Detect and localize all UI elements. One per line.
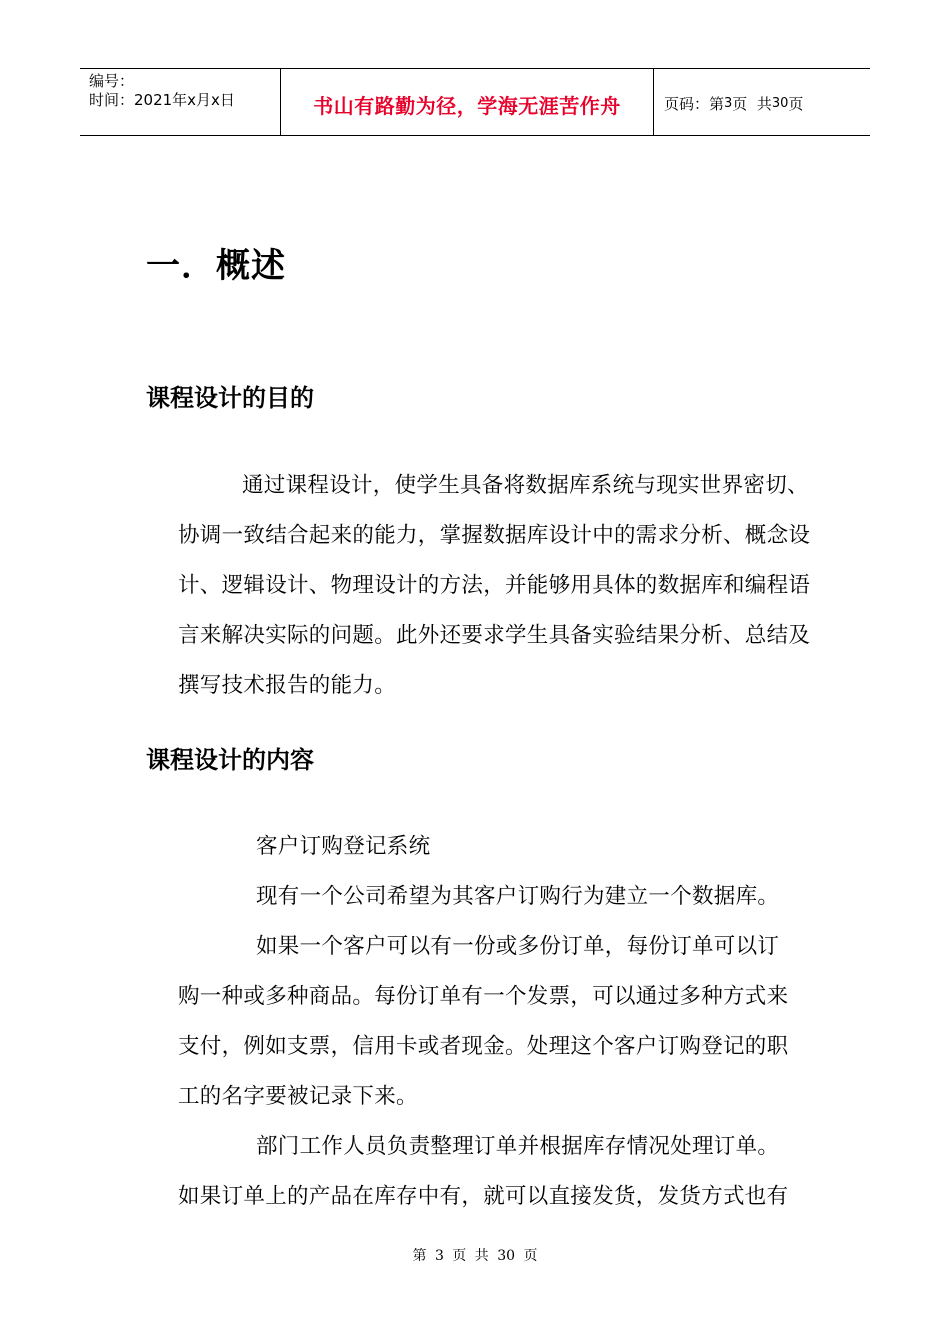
header-page-middle: 页 共	[732, 94, 772, 113]
header-page-prefix: 页码：第	[664, 94, 725, 113]
header-time-label: 时间：2021年x月x日	[89, 91, 235, 109]
subsection-title-content: 课程设计的内容	[146, 746, 314, 774]
content-line: 客户订购登记系统	[256, 834, 431, 859]
header-motto-cell	[281, 69, 654, 135]
header-page-total: 30	[771, 95, 789, 111]
purpose-text: 通过课程设计，使学生具备将数据库系统与现实世界密切、协调一致结合起来的能力，掌握数据库设计中的需求分析、概念设计、逻辑设计、物理设计的方法，并能够用具体的数据库和编程语言来解决实际的问题。此外还要求学生具备实验结果分析、总结及撰写技术报告的能力。	[178, 473, 811, 698]
content-line: 支付，例如支票，信用卡或者现金。处理这个客户订购登记的职	[178, 1034, 789, 1059]
header-page-current: 3	[724, 95, 733, 111]
header-motto: 书山有路勤为径，学海无涯苦作舟	[313, 93, 621, 118]
content-line: 现有一个公司希望为其客户订购行为建立一个数据库。	[256, 884, 780, 909]
header-meta-cell	[80, 69, 281, 135]
header-page-cell	[654, 69, 870, 135]
purpose-paragraph	[178, 461, 818, 711]
page-footer: 第 3 页 共 30 页	[412, 1248, 538, 1264]
content-line: 工的名字要被记录下来。	[178, 1084, 418, 1109]
section-title: 一．概述	[146, 246, 286, 286]
header-code-label: 编号：	[89, 72, 135, 90]
header-page-suffix: 页	[788, 94, 804, 113]
content-line: 部门工作人员负责整理订单并根据库存情况处理订单。	[256, 1134, 780, 1159]
content-line: 购一种或多种商品。每份订单有一个发票，可以通过多种方式来	[178, 984, 789, 1009]
content-line: 如果一个客户可以有一份或多份订单，每份订单可以订	[256, 934, 780, 959]
subsection-title-purpose: 课程设计的目的	[146, 384, 314, 412]
content-line: 如果订单上的产品在库存中有，就可以直接发货，发货方式也有	[178, 1184, 789, 1209]
page-header	[80, 68, 870, 136]
